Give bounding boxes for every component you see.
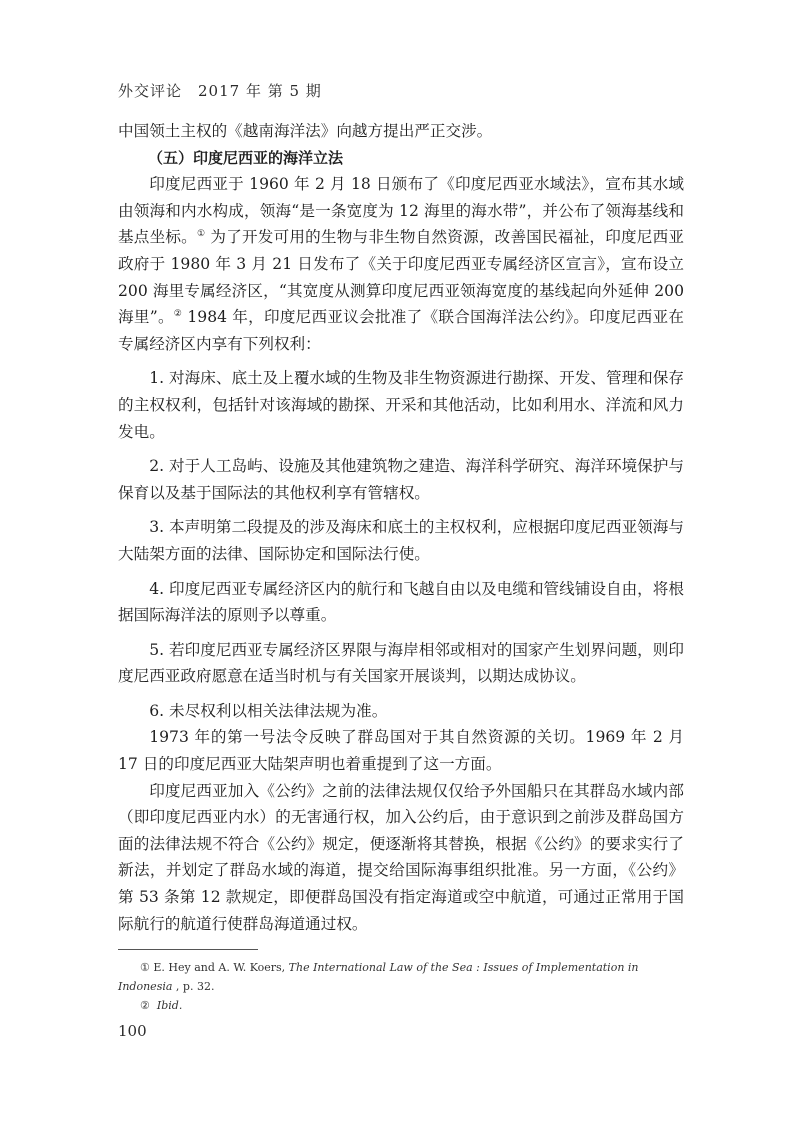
footnote-2 <box>118 996 684 1015</box>
list-item-5: 5. 若印度尼西亚专属经济区界限与海岸相邻或相对的国家产生划界问题，则印度尼西亚政府愿意在适当时机与有关国家开展谈判，以期达成协议。 <box>118 640 684 686</box>
running-head: 外交评论 2017 年 第 5 期 <box>118 82 322 100</box>
paragraph-continuation: 中国领土主权的《越南海洋法》向越方提出严正交涉。 <box>118 122 493 140</box>
body-text <box>118 118 684 937</box>
list-item-6: 6. 未尽权利以相关法律法规为准。 <box>149 701 388 720</box>
paragraph-archipelagic-passage: 印度尼西亚加入《公约》之前的法律法规仅仅给予外国船只在其群岛水域内部（即印度尼西亚内水）的无害通行权，加入公约后，由于意识到之前涉及群岛国方面的法律法规不符合《公约》规定，便逐渐将其替换，根据《公约》的要求实行了新法，并划定了群岛水域的海道，提交给国际海事组织批准。另一方面，《公约》第 53 条第 12 款规定，即便群岛国没有指定海道或空中航道，可通过正常用于国际航行的航道行使群岛海道通过权。 <box>118 781 684 933</box>
footnote-1-authors: E. Hey and A. W. Koers, <box>149 961 289 974</box>
paragraph-intro-part-a: 印度尼西亚于 1960 年 2 月 18 日颁布了《印度尼西亚水域法》，宣布其水域由领海和内水构成，领海“是一条宽度为 12 海里的海水带”，并公布了领海基线和基点坐标。 <box>118 175 684 247</box>
footnote-2-text: Ibid. <box>156 999 183 1012</box>
list-item-2: 2. 对于人工岛屿、设施及其他建筑物之建造、海洋科学研究、海洋环境保护与保育以及基于国际法的其他权利享有管辖权。 <box>118 457 684 502</box>
footnotes <box>118 958 684 1015</box>
list-item-4: 4. 印度尼西亚专属经济区内的航行和飞越自由以及电缆和管线铺设自由，将根据国际海洋法的原则予以尊重。 <box>118 579 684 625</box>
footnote-1 <box>118 958 684 996</box>
list-item-1: 1. 对海床、底土及上覆水域的生物及非生物资源进行勘探、开发、管理和保存的主权权利，包括针对该海域的勘探、开采和其他活动，比如利用水、洋流和风力发电。 <box>118 369 684 441</box>
footnote-1-page: , p. 32. <box>172 980 215 993</box>
footnote-1-title: The International Law of the Sea : Issues of Implementation in Indonesia <box>118 961 639 993</box>
footnote-2-mark: ② <box>140 999 150 1012</box>
footnote-divider <box>118 949 258 950</box>
paragraph-intro-part-c: 1984 年，印度尼西亚议会批准了《联合国海洋法公约》。印度尼西亚在专属经济区内享有下列权利： <box>118 308 684 353</box>
footnote-1-mark: ① <box>140 961 150 974</box>
footnote-ref-1[interactable]: ① <box>196 229 206 240</box>
section-heading: （五）印度尼西亚的海洋立法 <box>148 148 344 167</box>
paragraph-intro-part-b: 为了开发可用的生物与非生物自然资源，改善国民福祉，印度尼西亚政府于 1980 年 3 月 21 日发布了《关于印度尼西亚专属经济区宣言》，宣布设立 200 海里专属经济区，“其宽度从测算印度尼西亚领海宽度的基线起向外延伸 200 海里”。 <box>118 228 684 327</box>
paragraph-decree-1973: 1973 年的第一号法令反映了群岛国对于其自然资源的关切。1969 年 2 月 17 日的印度尼西亚大陆架声明也着重提到了这一方面。 <box>118 728 684 774</box>
footnote-ref-2[interactable]: ② <box>173 308 183 319</box>
paragraph-intro <box>118 171 684 357</box>
page-number: 100 <box>118 1022 147 1040</box>
list-item-3: 3. 本声明第二段提及的涉及海床和底土的主权权利，应根据印度尼西亚领海与大陆架方面的法律、国际协定和国际法行使。 <box>118 518 684 563</box>
